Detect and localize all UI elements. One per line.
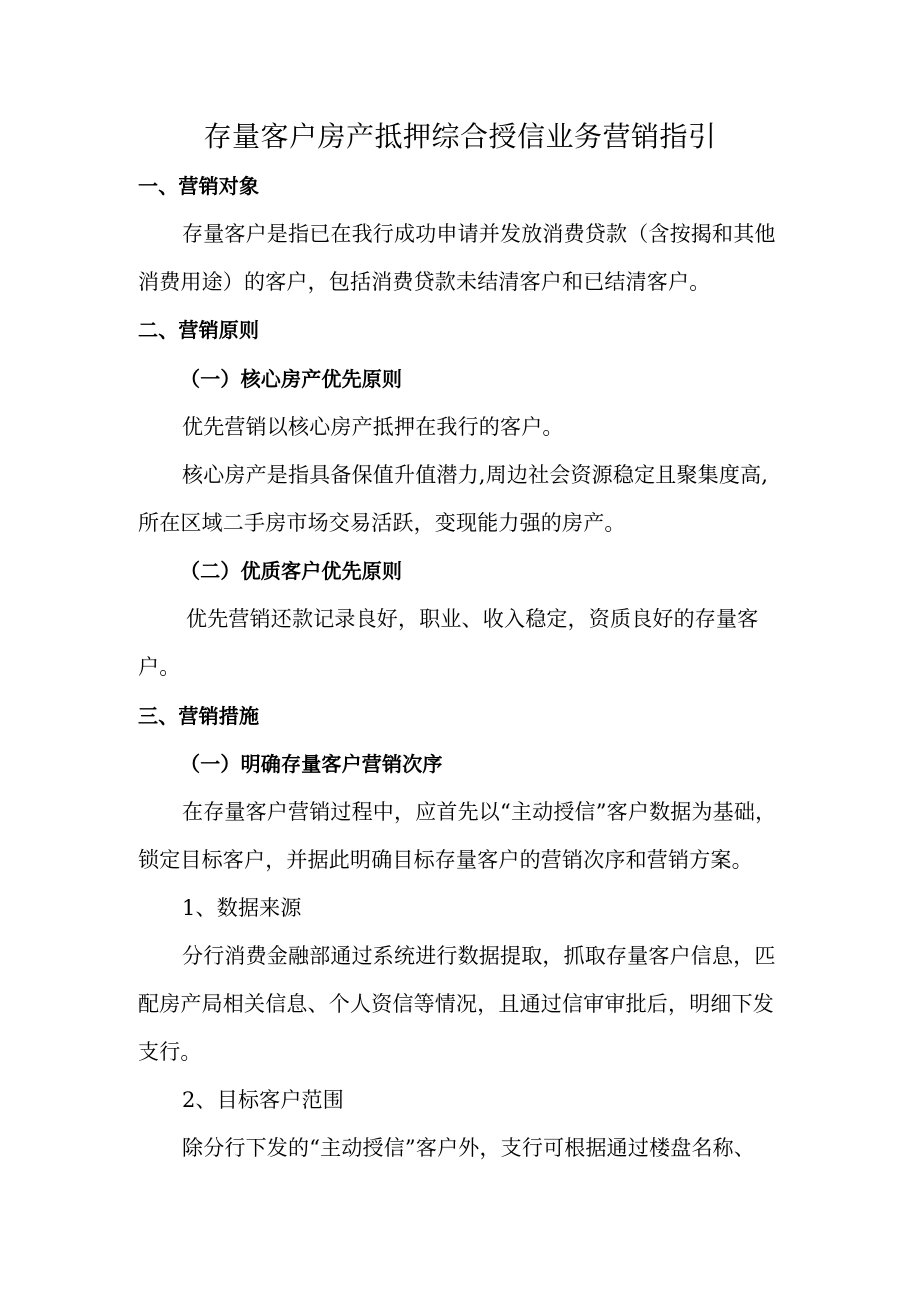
paragraph-line: 优先营销还款记录良好，职业、收入稳定，资质良好的存量客 — [186, 607, 759, 631]
paragraph-line: 支行。 — [138, 1040, 202, 1064]
document-title: 存量客户房产抵押综合授信业务营销指引 — [203, 120, 717, 153]
numbered-item: 1、数据来源 — [182, 896, 302, 920]
paragraph-line: 存量客户是指已在我行成功申请并发放消费贷款（含按揭和其他 — [182, 222, 776, 246]
paragraph-line: 在存量客户营销过程中，应首先以“主动授信”客户数据为基础， — [182, 800, 777, 824]
subsection-heading: （一）明确存量客户营销次序 — [180, 752, 443, 776]
paragraph-line: 核心房产是指具备保值升值潜力,周边社会资源稳定且聚集度高, — [182, 463, 769, 487]
paragraph-line: 优先营销以核心房产抵押在我行的客户。 — [182, 415, 564, 439]
section-heading-3: 三、营销措施 — [138, 704, 260, 728]
paragraph-line: 户。 — [138, 655, 181, 679]
paragraph-line: 分行消费金融部通过系统进行数据提取，抓取存量客户信息，匹 — [182, 944, 776, 968]
subsection-heading: （一）核心房产优先原则 — [180, 367, 403, 391]
paragraph-line: 所在区域二手房市场交易活跃，变现能力强的房产。 — [138, 511, 626, 535]
section-heading-1: 一、营销对象 — [138, 174, 260, 198]
paragraph-line: 配房产局相关信息、个人资信等情况，且通过信审审批后，明细下发 — [138, 992, 774, 1016]
numbered-item: 2、目标客户范围 — [182, 1088, 344, 1112]
paragraph-line: 除分行下发的“主动授信”客户外，支行可根据通过楼盘名称、 — [182, 1136, 756, 1160]
subsection-heading: （二）优质客户优先原则 — [180, 559, 403, 583]
section-heading-2: 二、营销原则 — [138, 318, 260, 342]
paragraph-line: 消费用途）的客户，包括消费贷款未结清客户和已结清客户。 — [138, 270, 711, 294]
paragraph-line: 锁定目标客户，并据此明确目标存量客户的营销次序和营销方案。 — [138, 848, 753, 872]
